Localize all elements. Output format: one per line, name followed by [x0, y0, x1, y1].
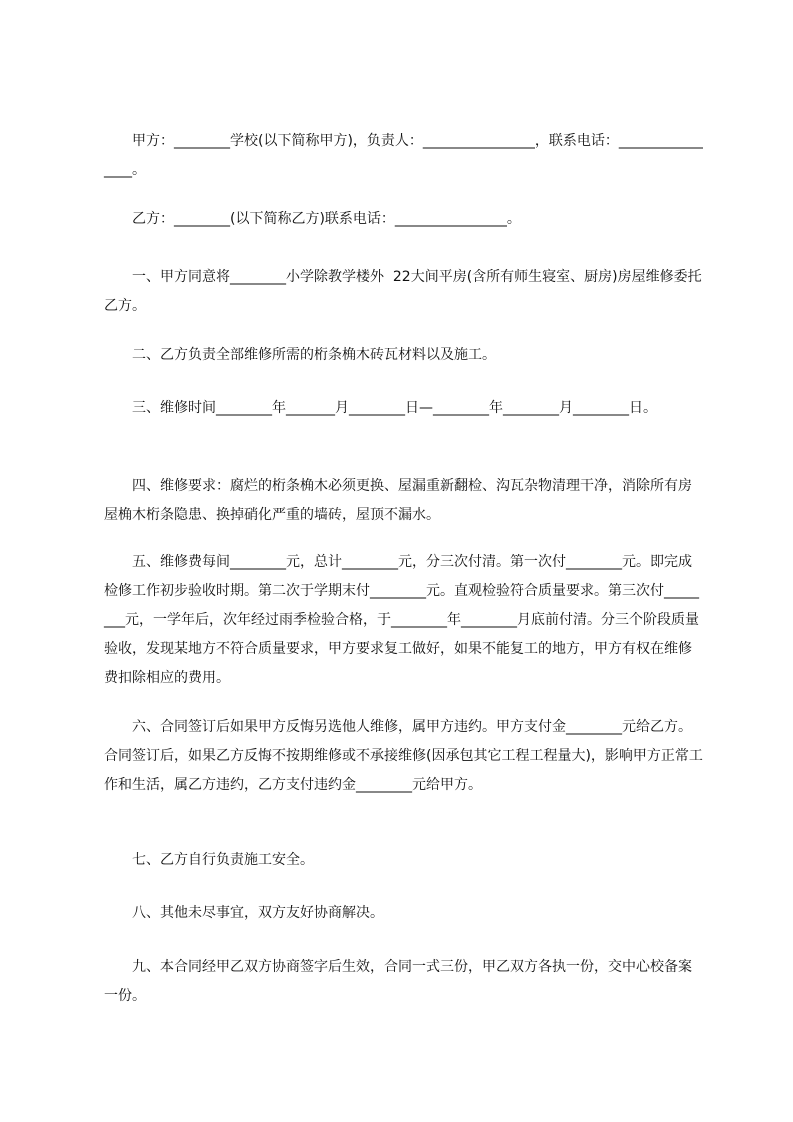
clause-8-paragraph: 八、其他未尽事宜，双方友好协商解决。 — [132, 905, 384, 921]
clause-6-paragraph: 六、合同签订后如果甲方反悔另选他人维修，属甲方违约。甲方支付金________元给乙方。合同签订后，如果乙方反悔不按期维修或不承接维修(因承包其它工程工程量大)，影响甲方正常工作和生活，属乙方违约，乙方支付违约金________元给甲方。 — [104, 719, 703, 793]
clause-7-paragraph: 七、乙方自行负责施工安全。 — [132, 852, 314, 868]
party-a-paragraph: 甲方：________学校(以下简称甲方)，负责人：________________，联系电话：________________。 — [104, 133, 703, 178]
party-b-paragraph: 乙方：________(以下简称乙方)联系电话：________________。 — [132, 211, 521, 227]
clause-3-paragraph: 三、维修时间________年_______月________日—________年________月________日。 — [132, 400, 657, 416]
clause-1-paragraph: 一、甲方同意将________小学除教学楼外 22大间平房(含所有师生寝室、厨房)房屋维修委托乙方。 — [104, 269, 702, 314]
clause-5-paragraph: 五、维修费每间________元，总计________元，分三次付清。第一次付________元。即完成检修工作初步验收时期。第二次于学期末付________元。直观检验符合质量要求。第三次付________元，一学年后，次年经过雨季检验合格，于________年________月底前付清。分三个阶段质量验收，发现某地方不符合质量要求，甲方要求复工做好，如果不能复工的地方，甲方有权在维修费扣除相应的费用。 — [104, 554, 699, 686]
clause-4-paragraph: 四、维修要求：腐烂的桁条桷木必须更换、屋漏重新翻检、沟瓦杂物清理干净，消除所有房屋桷木桁条隐患、换掉硝化严重的墙砖，屋顶不漏水。 — [104, 478, 692, 523]
clause-9-paragraph: 九、本合同经甲乙双方协商签字后生效，合同一式三份，甲乙双方各执一份，交中心校备案一份。 — [104, 959, 692, 1004]
clause-2-paragraph: 二、乙方负责全部维修所需的桁条桷木砖瓦材料以及施工。 — [132, 347, 496, 363]
